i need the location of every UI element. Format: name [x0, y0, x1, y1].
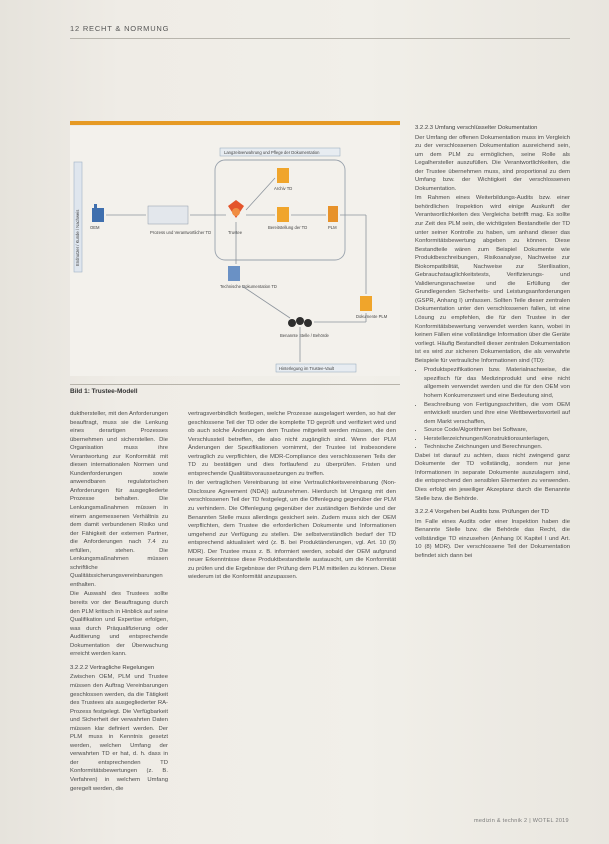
- figure-accent-bar: [70, 121, 400, 125]
- trustee-model-diagram: [70, 126, 400, 376]
- authority-icon-b: [296, 317, 304, 325]
- list-item: • Herstellerzeichnungen/Konstruktionsunterlagen,: [424, 435, 570, 444]
- list-item: • Beschreibung von Fertigungsschritten, die vom OEM entwickelt wurden und ihre eine Wettbewerbsvorteil auf dem Markt verschaffen,: [424, 401, 570, 427]
- delivery-icon: [277, 207, 289, 222]
- plm-docs-icon: [360, 296, 372, 311]
- column-left: [70, 410, 168, 794]
- archive-icon: [277, 168, 289, 183]
- plm-icon: [328, 206, 338, 222]
- confidential-info-list: [415, 366, 570, 451]
- list-item: • Technische Zeichnungen und Berechnungen.: [424, 443, 570, 452]
- list-item: • Source Code/Algorithmen bei Software,: [424, 426, 570, 435]
- column-right: [415, 124, 570, 561]
- archive-label: Archiv TD: [274, 186, 293, 191]
- vertical-label: Endnutzer / Kunde / Nachweis: [75, 209, 80, 266]
- tech-doc-icon: [228, 266, 240, 281]
- oem-label: OEM: [90, 225, 100, 230]
- authority-icon-a: [288, 319, 296, 327]
- list-item: • Produktspezifikationen bzw. Materialnachweise, die spezifisch für das Medizinprodukt und eine nicht allgemein verwendet werden und die für den OEM von hohem Konkurrenzwert und eine Bedeutung sind,: [424, 366, 570, 400]
- figure-caption: Bild 1: Trustee-Modell: [70, 388, 138, 395]
- paragraph: dukthersteller, mit den Anforderungen beauftragt, muss sie die Lenkung eines derartigen Prozesses übernehmen und sicherstellen. Die Organisation muss ihre Verantwortung zur Konformität mit diesen internationalen Normen und Kundenforderungen sowie anwendbaren regulatorischen Anforderungen für ausgegliederte Prozesse behalten. Die Lenkungsmaßnahmen müssen in einem angemessenen Verhältnis zu dem damit verbundenen Risiko und der Fähigkeit der externen Partner, die Anforderungen nach 7.4 zu erfüllen, stehen. Die Lenkungsmaßnahmen müssen schriftliche Qualitätssicherungsvereinbarungen enthalten.: [70, 411, 168, 588]
- bottom-box-label: Hinterlegung im Trustee-Vault: [279, 366, 335, 371]
- plm-docs-label: Dokumente PLM: [356, 314, 388, 319]
- oem-chimney-icon: [94, 204, 97, 209]
- header-rule: [70, 38, 570, 39]
- plm-label: PLM: [328, 225, 337, 230]
- paragraph: vertragsverbindlich festlegen, welche Prozesse ausgelagert werden, so hat der geschlossene Teil der TD oder die komplette TD geprüft und verifiziert wird und ob auch solche Änderungen dem Trustee mitgeteilt werden müssen, die den Verschlussteil betreffen, die also nicht zugänglich sind. Wenn der PLM Änderungen der Spezifikationen vornimmt, der Trustee ist insbesondere vertraglich zu verpflichten, die MDR-Compliance des verschlossenen Teils der TD zu bestätigen und dies fortlaufend zu überprüfen. Fristen und entsprechende Qualitätsvoraussetzungen zu treffen.: [188, 411, 396, 477]
- caption-rule: [70, 384, 400, 385]
- paragraph: Die Auswahl des Trustees sollte bereits vor der Beauftragung durch den PLM kritisch in Hinblick auf seine Qualifikation und Expertise erfolgen, was durch Präqualifizierung oder Auditierung und entsprechende Dokumentation der Überwachung erreicht werden kann.: [70, 591, 168, 658]
- process-box: [148, 206, 188, 224]
- authority-icon-c: [304, 319, 312, 327]
- paragraph: In der vertraglichen Vereinbarung ist eine Vertraulichkeitsvereinbarung (Non-Disclosure Agreement (NDA)) aufzunehmen. Hierdurch ist Umgang mit den verschlossenen Teil der TD festgelegt, um die Offenlegung gegenüber der PLM zu verhindern. Die Offenlegung gegenüber der zuständigen Behörde und der Benannten Stelle muss allerdings gesichert sein. Zudem muss sich der OEM verpflichten, dem Trustee die erforderlichen Dokumente und Informationen umgehend zur Verfügung zu stellen. Die selbstverständlich bedarf der TD entsprechend aktualisiert wird (z. B. bei Produktänderungen, vgl. Art. 10 (9) MDR). Der Trustee muss z. B. informiert werden, sobald der OEM aufgrund neuer Erkenntnisse diese Produktbestandteile austauscht, um die Konformität zu prüfen und die Ergebnisse der Prüfung dem PLM mitteilen zu können. Diese wiederum ist die Konformität anzupassen.: [188, 480, 396, 581]
- column-middle: [188, 410, 396, 583]
- top-box-label: Langzeitverwahrung und Pflege der Dokumentation: [224, 150, 320, 155]
- oem-icon: [92, 208, 104, 222]
- page-footer: medizin & technik 2 | WOTEL 2019: [474, 818, 569, 824]
- paragraph: Im Rahmen eines Weiterbildungs-Audits bzw. einer behördlichen Inspektion wird einige Auskunft der Verantwortlichkeiten des Vergleichs betrifft mag. Es sollte zur Zeit des PLM sein, die wichtigsten Bestandteile der TD unter seiner Kontrolle zu haben, um anhand dieser das Konformitätsbewertung abgeben zu können. Diese Bestandteile wären zum Beispiel Dokumente wie Produktbeschreibungen, Risikoanalyse, Nachweise zur Biokompatibilität, Nachweise zur Sterilisation, Gebrauchstauglichkeitstests, Verifizierungs- und Validierungsnachweise und die Erfüllung der Grundlegenden Sicherheits- und Leistungsanforderungen (GSPR, Anhang I) umfassen. Sollten Teile dieser zentralen Dokumentation unter den verschlossenen fallen, ist eine Lösung zu empfehlen, die für den Trustee in der Konformitätsbewertung verwendet werden kann, wobei in keinen Fällen eine vollständige Information über die Geräte vorliegt. Häufig Bestandteil dieser zentralen Dokumentation ist es wird zur sicheren Dokumentation, die als verwahrte Beispiele für vertrauliche Informationen sind (TD):: [415, 195, 570, 364]
- paragraph: Zwischen OEM, PLM und Trustee müssen den Auftrag Vereinbarungen geschlossen werden, da die Tätigkeit des Trustees als ausgegliederter RA-Prozess festgelegt. Die Verfügbarkeit und Sicherheit der verwahrten Daten müssen klar definiert werden. Der PLM muss in Kenntnis gesetzt werden, welchen Umfang der verwahrten TD er hat, d. h. dass in der entsprechenden TD Konformitätsbewertungen (z. B. Verfahren) in welchem Umfang geregelt werden, die: [70, 674, 168, 792]
- running-header: 12 RECHT & NORMUNG: [70, 24, 170, 33]
- tech-doc-label: Technische Dokumentation TD: [220, 284, 277, 289]
- section-heading: 3.2.2.3 Umfang verschlüsselter Dokumentation: [415, 125, 538, 131]
- delivery-label: Bereitstellung der TD: [268, 225, 308, 230]
- section-heading: 3.2.2.2 Vertragliche Regelungen: [70, 664, 155, 671]
- process-label: Prozess und Verantwortlicher TD: [150, 230, 212, 235]
- trustee-label: Trustee: [228, 230, 243, 235]
- authority-label: Benannte Stelle / Behörde: [280, 333, 329, 338]
- paragraph: Dabei ist darauf zu achten, dass nicht zwingend ganz Dokumente der TD vollständig, sondern nur jene Informationen in separate Dokumente auszulagern sind, die entsprechend den sensiblen Elementen zu verwenden. Dies erfolgt ein jeweiliger Akzeptanz durch die Benannte Stelle bzw. die Behörde.: [415, 452, 570, 502]
- section-heading: 3.2.2.4 Vorgehen bei Audits bzw. Prüfungen der TD: [415, 509, 549, 516]
- diagram-background: [70, 126, 400, 376]
- paragraph: Im Falle eines Audits oder einer Inspektion haben die Benannte Stelle bzw. die Behörde das Recht, die vollständige TD einzusehen (Anhang IX Kapitel I und Art. 10 (8) MDR). Der verschlossene Teil der Dokumentation befindet sich dann bei: [415, 518, 570, 559]
- paragraph: Der Umfang der offenen Dokumentation muss im Vergleich zu der verschlossenen Dokumentation ausreichend sein, um dem PLM zu ermöglichen, seine Rolle als Legalhersteller auszufüllen. Die Verantwortlichkeiten, die der Trustee übernehmen muss, sind proportional zu dem Umfang bzw. der Wichtigkeit der verschlossenen Dokumentation.: [415, 134, 570, 192]
- trustee-head-icon: [232, 208, 240, 216]
